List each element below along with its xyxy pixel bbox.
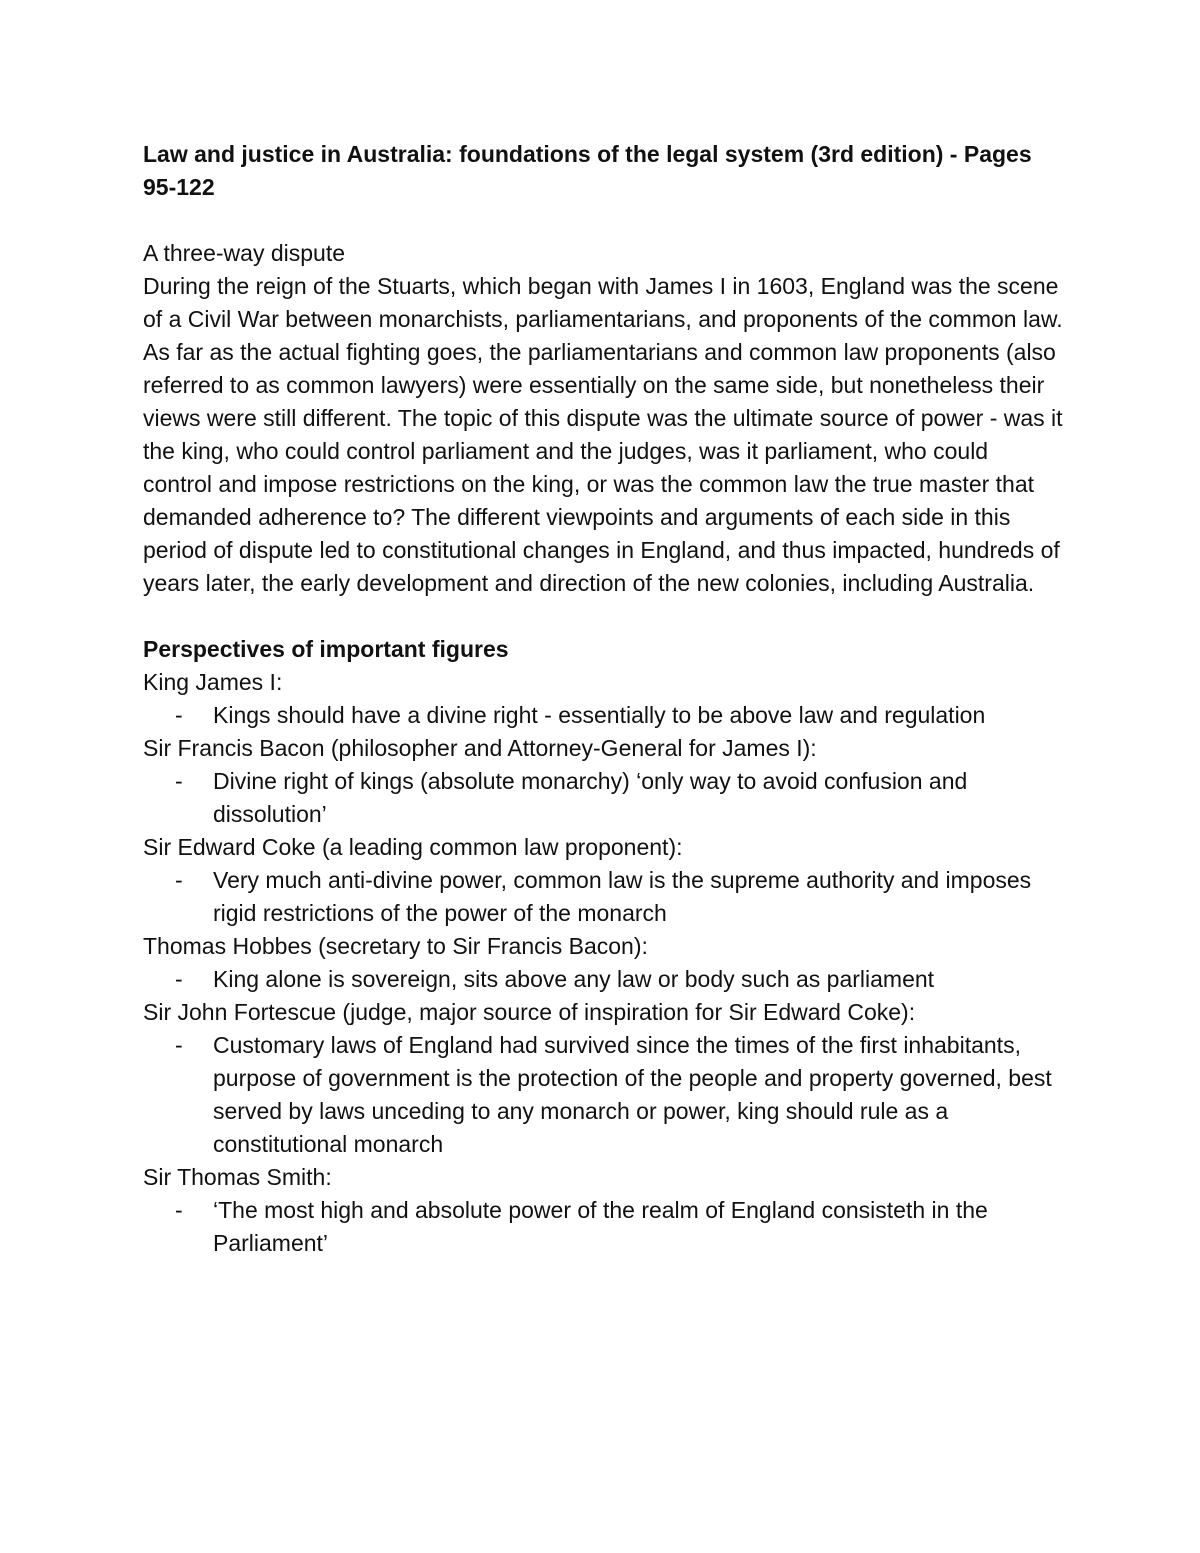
section-body-three-way-dispute: During the reign of the Stuarts, which began with James I in 1603, England was the scene of a Civil War between monarchists, parliamentarians, and proponents of the common law. As far as the actual fighting goes, the parliamentarians and common law proponents (also referred to as common lawyers) were essentially on the same side, but nonetheless their views were still different. The topic of this dispute was the ultimate source of power - was it the king, who could control parliament and the judges, was it parliament, who could control and impose restrictions on the king, or was the common law the true master that demanded adherence to? The different viewpoints and arguments of each side in this period of dispute led to constitutional changes in England, and thus impacted, hundreds of years later, the early development and direction of the new colonies, including Australia. (143, 273, 1063, 596)
bullet-dash: - (175, 1197, 183, 1223)
figure-points (143, 699, 1063, 732)
figure-name: Sir Francis Bacon (philosopher and Attorney-General for James I): (143, 735, 817, 761)
figure-points (143, 963, 1063, 996)
figure-entry (143, 996, 1063, 1161)
list-item (143, 1194, 1063, 1260)
spacer (143, 600, 1063, 633)
bullet-dash: - (175, 1032, 183, 1058)
figure-point: Customary laws of England had survived since the times of the first inhabitants, purpose of government is the protection of the people and property governed, best served by laws unceding to any monarch or power, king should rule as a constitutional monarch (213, 1032, 1052, 1157)
figure-points (143, 765, 1063, 831)
section-heading-perspectives: Perspectives of important figures (143, 636, 509, 662)
list-item (143, 864, 1063, 930)
document-title: Law and justice in Australia: foundations of the legal system (3rd edition) - Pages 95-122 (143, 141, 1032, 200)
figure-name: King James I: (143, 669, 283, 695)
spacer (143, 204, 1063, 237)
bullet-dash: - (175, 768, 183, 794)
figure-entry (143, 732, 1063, 831)
figure-name: Sir Edward Coke (a leading common law proponent): (143, 834, 683, 860)
figure-entry (143, 831, 1063, 930)
figure-point: Kings should have a divine right - essentially to be above law and regulation (213, 702, 986, 728)
list-item (143, 963, 1063, 996)
list-item (143, 1029, 1063, 1161)
bullet-dash: - (175, 966, 183, 992)
figure-name: Thomas Hobbes (secretary to Sir Francis Bacon): (143, 933, 648, 959)
bullet-dash: - (175, 702, 183, 728)
figure-entry (143, 930, 1063, 996)
figure-point: King alone is sovereign, sits above any law or body such as parliament (213, 966, 935, 992)
figure-points (143, 864, 1063, 930)
figure-point: Divine right of kings (absolute monarchy) ‘only way to avoid confusion and dissolution’ (213, 768, 968, 827)
bullet-dash: - (175, 867, 183, 893)
list-item (143, 699, 1063, 732)
figure-points (143, 1194, 1063, 1260)
figure-point: Very much anti-divine power, common law is the supreme authority and imposes rigid restrictions of the power of the monarch (213, 867, 1032, 926)
figure-name: Sir Thomas Smith: (143, 1164, 332, 1190)
document-page (143, 138, 1063, 1260)
figure-entry (143, 666, 1063, 732)
list-item (143, 765, 1063, 831)
figure-name: Sir John Fortescue (judge, major source of inspiration for Sir Edward Coke): (143, 999, 916, 1025)
figure-point: ‘The most high and absolute power of the realm of England consisteth in the Parliament’ (213, 1197, 988, 1256)
figure-points (143, 1029, 1063, 1161)
section-heading-three-way-dispute: A three-way dispute (143, 240, 346, 266)
figure-entry (143, 1161, 1063, 1260)
